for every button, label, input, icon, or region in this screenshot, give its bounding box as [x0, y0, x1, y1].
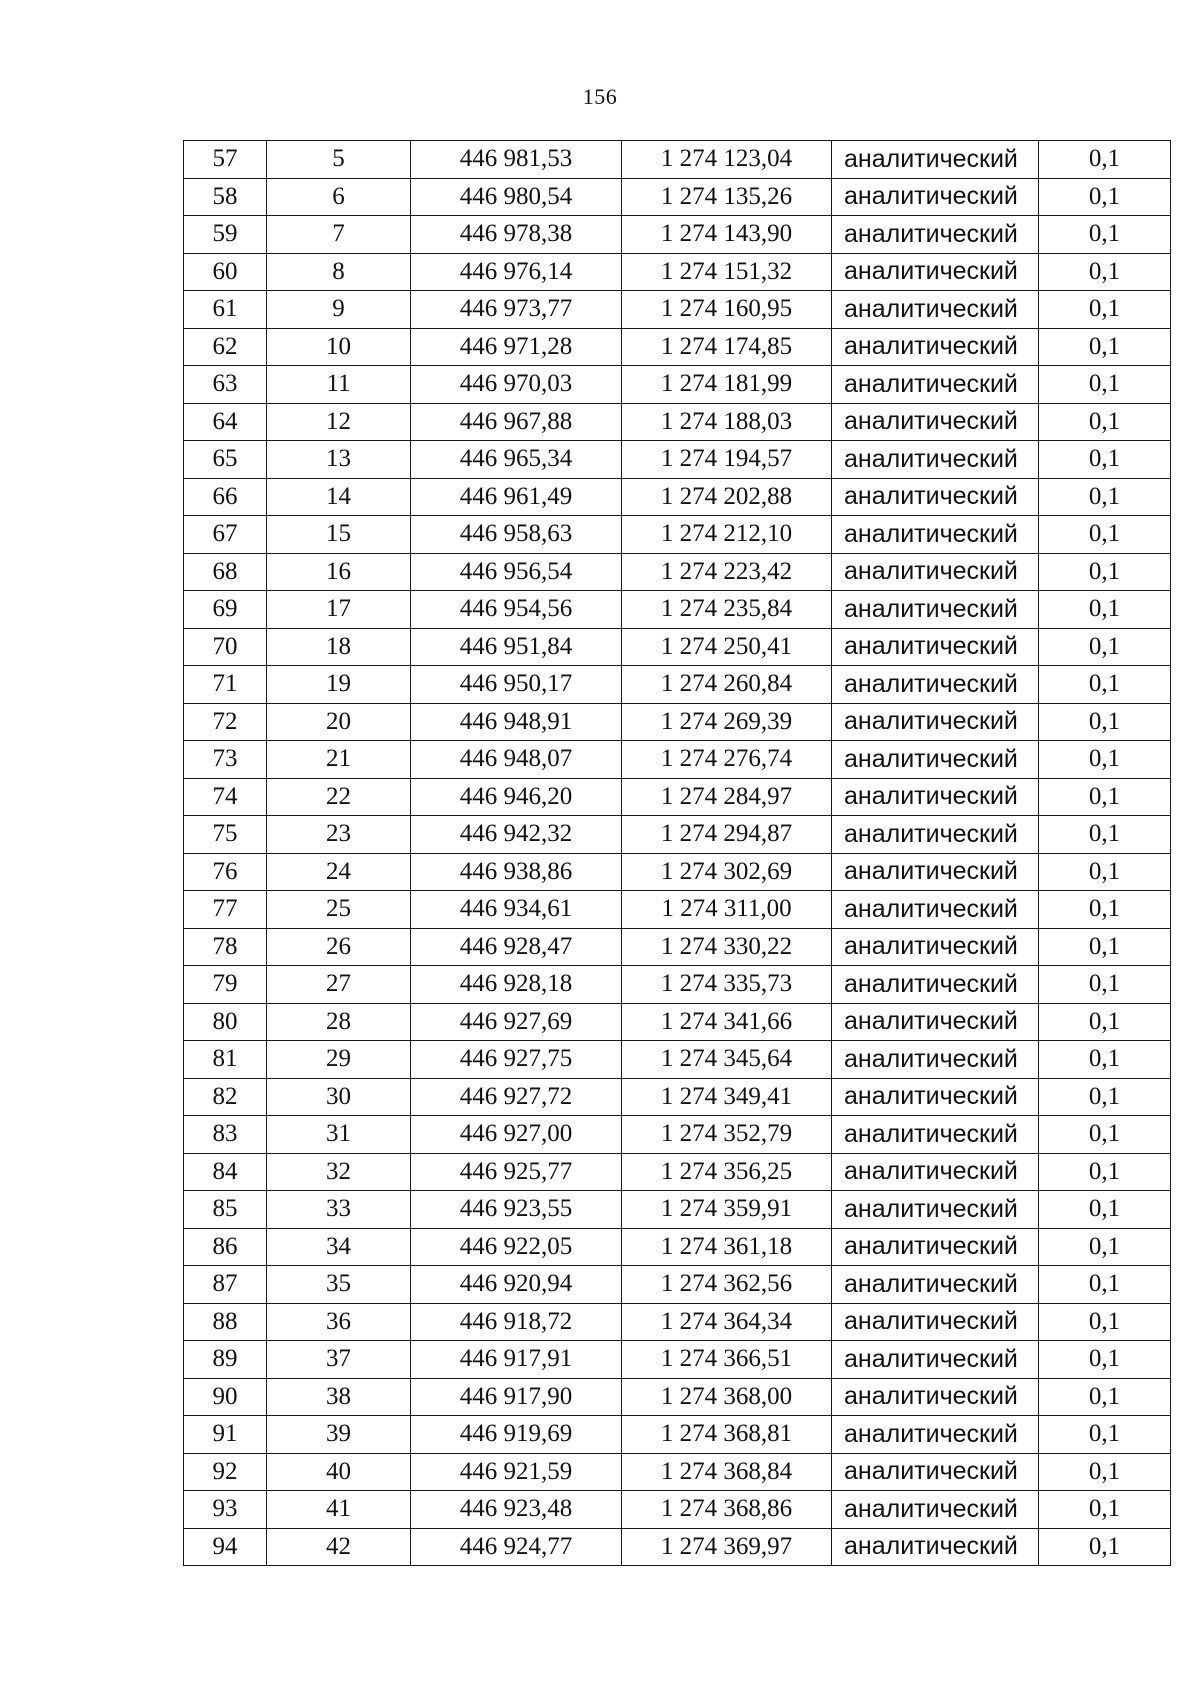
row-number-cell: 68: [184, 553, 267, 591]
y-coordinate-cell: 1 274 194,57: [622, 441, 832, 479]
method-cell: аналитический: [832, 478, 1039, 516]
y-coordinate-cell: 1 274 174,85: [622, 328, 832, 366]
table-row: [184, 1153, 1171, 1191]
point-number-cell: 40: [267, 1453, 411, 1491]
row-number-cell: 63: [184, 366, 267, 404]
table-row: [184, 366, 1171, 404]
point-number-cell: 31: [267, 1116, 411, 1154]
point-number-cell: 6: [267, 178, 411, 216]
table-row: [184, 1378, 1171, 1416]
y-coordinate-cell: 1 274 151,32: [622, 253, 832, 291]
x-coordinate-cell: 446 976,14: [411, 253, 622, 291]
point-number-cell: 14: [267, 478, 411, 516]
row-number-cell: 57: [184, 141, 267, 179]
y-coordinate-cell: 1 274 368,00: [622, 1378, 832, 1416]
point-number-cell: 25: [267, 891, 411, 929]
x-coordinate-cell: 446 927,72: [411, 1078, 622, 1116]
method-cell: аналитический: [832, 741, 1039, 779]
table-row: [184, 816, 1171, 854]
y-coordinate-cell: 1 274 294,87: [622, 816, 832, 854]
method-cell: аналитический: [832, 553, 1039, 591]
x-coordinate-cell: 446 942,32: [411, 816, 622, 854]
x-coordinate-cell: 446 920,94: [411, 1266, 622, 1304]
row-number-cell: 83: [184, 1116, 267, 1154]
y-coordinate-cell: 1 274 276,74: [622, 741, 832, 779]
y-coordinate-cell: 1 274 311,00: [622, 891, 832, 929]
x-coordinate-cell: 446 954,56: [411, 591, 622, 629]
point-number-cell: 39: [267, 1416, 411, 1454]
accuracy-cell: 0,1: [1039, 1491, 1171, 1529]
accuracy-cell: 0,1: [1039, 253, 1171, 291]
accuracy-cell: 0,1: [1039, 1341, 1171, 1379]
y-coordinate-cell: 1 274 284,97: [622, 778, 832, 816]
point-number-cell: 7: [267, 216, 411, 254]
accuracy-cell: 0,1: [1039, 703, 1171, 741]
y-coordinate-cell: 1 274 143,90: [622, 216, 832, 254]
row-number-cell: 66: [184, 478, 267, 516]
y-coordinate-cell: 1 274 123,04: [622, 141, 832, 179]
row-number-cell: 79: [184, 966, 267, 1004]
accuracy-cell: 0,1: [1039, 1303, 1171, 1341]
accuracy-cell: 0,1: [1039, 1191, 1171, 1229]
page-number: 156: [582, 84, 618, 109]
row-number-cell: 82: [184, 1078, 267, 1116]
x-coordinate-cell: 446 981,53: [411, 141, 622, 179]
point-number-cell: 5: [267, 141, 411, 179]
row-number-cell: 90: [184, 1378, 267, 1416]
table-row: [184, 178, 1171, 216]
point-number-cell: 20: [267, 703, 411, 741]
row-number-cell: 86: [184, 1228, 267, 1266]
table-row: [184, 1528, 1171, 1566]
x-coordinate-cell: 446 927,69: [411, 1003, 622, 1041]
table-row: [184, 928, 1171, 966]
table-row: [184, 1228, 1171, 1266]
y-coordinate-cell: 1 274 368,86: [622, 1491, 832, 1529]
method-cell: аналитический: [832, 516, 1039, 554]
method-cell: аналитический: [832, 328, 1039, 366]
accuracy-cell: 0,1: [1039, 403, 1171, 441]
point-number-cell: 24: [267, 853, 411, 891]
y-coordinate-cell: 1 274 269,39: [622, 703, 832, 741]
table-row: [184, 403, 1171, 441]
x-coordinate-cell: 446 917,90: [411, 1378, 622, 1416]
row-number-cell: 75: [184, 816, 267, 854]
point-number-cell: 23: [267, 816, 411, 854]
x-coordinate-cell: 446 970,03: [411, 366, 622, 404]
table-row: [184, 591, 1171, 629]
point-number-cell: 17: [267, 591, 411, 629]
y-coordinate-cell: 1 274 181,99: [622, 366, 832, 404]
x-coordinate-cell: 446 961,49: [411, 478, 622, 516]
method-cell: аналитический: [832, 1491, 1039, 1529]
x-coordinate-cell: 446 927,75: [411, 1041, 622, 1079]
x-coordinate-cell: 446 973,77: [411, 291, 622, 329]
row-number-cell: 76: [184, 853, 267, 891]
point-number-cell: 12: [267, 403, 411, 441]
point-number-cell: 11: [267, 366, 411, 404]
point-number-cell: 26: [267, 928, 411, 966]
point-number-cell: 19: [267, 666, 411, 704]
table-row: [184, 1266, 1171, 1304]
accuracy-cell: 0,1: [1039, 891, 1171, 929]
y-coordinate-cell: 1 274 368,81: [622, 1416, 832, 1454]
y-coordinate-cell: 1 274 235,84: [622, 591, 832, 629]
method-cell: аналитический: [832, 291, 1039, 329]
method-cell: аналитический: [832, 853, 1039, 891]
y-coordinate-cell: 1 274 341,66: [622, 1003, 832, 1041]
point-number-cell: 41: [267, 1491, 411, 1529]
table-row: [184, 628, 1171, 666]
table-row: [184, 741, 1171, 779]
method-cell: аналитический: [832, 891, 1039, 929]
method-cell: аналитический: [832, 441, 1039, 479]
x-coordinate-cell: 446 967,88: [411, 403, 622, 441]
method-cell: аналитический: [832, 1191, 1039, 1229]
row-number-cell: 87: [184, 1266, 267, 1304]
accuracy-cell: 0,1: [1039, 1003, 1171, 1041]
x-coordinate-cell: 446 921,59: [411, 1453, 622, 1491]
y-coordinate-cell: 1 274 212,10: [622, 516, 832, 554]
y-coordinate-cell: 1 274 359,91: [622, 1191, 832, 1229]
accuracy-cell: 0,1: [1039, 591, 1171, 629]
y-coordinate-cell: 1 274 260,84: [622, 666, 832, 704]
point-number-cell: 13: [267, 441, 411, 479]
accuracy-cell: 0,1: [1039, 1266, 1171, 1304]
accuracy-cell: 0,1: [1039, 291, 1171, 329]
row-number-cell: 71: [184, 666, 267, 704]
table-row: [184, 478, 1171, 516]
accuracy-cell: 0,1: [1039, 1453, 1171, 1491]
coordinates-table: [183, 140, 1171, 1566]
x-coordinate-cell: 446 922,05: [411, 1228, 622, 1266]
y-coordinate-cell: 1 274 160,95: [622, 291, 832, 329]
y-coordinate-cell: 1 274 366,51: [622, 1341, 832, 1379]
y-coordinate-cell: 1 274 188,03: [622, 403, 832, 441]
table-row: [184, 1041, 1171, 1079]
table-row: [184, 703, 1171, 741]
table-row: [184, 891, 1171, 929]
row-number-cell: 69: [184, 591, 267, 629]
table-row: [184, 966, 1171, 1004]
row-number-cell: 91: [184, 1416, 267, 1454]
y-coordinate-cell: 1 274 223,42: [622, 553, 832, 591]
point-number-cell: 32: [267, 1153, 411, 1191]
accuracy-cell: 0,1: [1039, 1153, 1171, 1191]
accuracy-cell: 0,1: [1039, 1078, 1171, 1116]
row-number-cell: 93: [184, 1491, 267, 1529]
y-coordinate-cell: 1 274 364,34: [622, 1303, 832, 1341]
x-coordinate-cell: 446 919,69: [411, 1416, 622, 1454]
table-row: [184, 1191, 1171, 1229]
y-coordinate-cell: 1 274 356,25: [622, 1153, 832, 1191]
y-coordinate-cell: 1 274 362,56: [622, 1266, 832, 1304]
y-coordinate-cell: 1 274 345,64: [622, 1041, 832, 1079]
accuracy-cell: 0,1: [1039, 1228, 1171, 1266]
method-cell: аналитический: [832, 403, 1039, 441]
accuracy-cell: 0,1: [1039, 441, 1171, 479]
accuracy-cell: 0,1: [1039, 216, 1171, 254]
row-number-cell: 80: [184, 1003, 267, 1041]
row-number-cell: 72: [184, 703, 267, 741]
method-cell: аналитический: [832, 1003, 1039, 1041]
table-row: [184, 1341, 1171, 1379]
row-number-cell: 73: [184, 741, 267, 779]
method-cell: аналитический: [832, 966, 1039, 1004]
row-number-cell: 67: [184, 516, 267, 554]
x-coordinate-cell: 446 948,91: [411, 703, 622, 741]
point-number-cell: 33: [267, 1191, 411, 1229]
y-coordinate-cell: 1 274 302,69: [622, 853, 832, 891]
coordinates-table-body: [184, 141, 1171, 1566]
x-coordinate-cell: 446 924,77: [411, 1528, 622, 1566]
table-row: [184, 291, 1171, 329]
point-number-cell: 42: [267, 1528, 411, 1566]
method-cell: аналитический: [832, 666, 1039, 704]
accuracy-cell: 0,1: [1039, 1041, 1171, 1079]
table-row: [184, 1116, 1171, 1154]
x-coordinate-cell: 446 956,54: [411, 553, 622, 591]
row-number-cell: 89: [184, 1341, 267, 1379]
method-cell: аналитический: [832, 1116, 1039, 1154]
method-cell: аналитический: [832, 628, 1039, 666]
row-number-cell: 59: [184, 216, 267, 254]
x-coordinate-cell: 446 925,77: [411, 1153, 622, 1191]
method-cell: аналитический: [832, 1153, 1039, 1191]
accuracy-cell: 0,1: [1039, 628, 1171, 666]
x-coordinate-cell: 446 928,47: [411, 928, 622, 966]
point-number-cell: 29: [267, 1041, 411, 1079]
x-coordinate-cell: 446 971,28: [411, 328, 622, 366]
row-number-cell: 64: [184, 403, 267, 441]
method-cell: аналитический: [832, 1341, 1039, 1379]
row-number-cell: 70: [184, 628, 267, 666]
table-row: [184, 666, 1171, 704]
table-row: [184, 216, 1171, 254]
row-number-cell: 92: [184, 1453, 267, 1491]
table-row: [184, 1003, 1171, 1041]
x-coordinate-cell: 446 980,54: [411, 178, 622, 216]
point-number-cell: 38: [267, 1378, 411, 1416]
x-coordinate-cell: 446 958,63: [411, 516, 622, 554]
accuracy-cell: 0,1: [1039, 478, 1171, 516]
x-coordinate-cell: 446 950,17: [411, 666, 622, 704]
method-cell: аналитический: [832, 1416, 1039, 1454]
y-coordinate-cell: 1 274 368,84: [622, 1453, 832, 1491]
table-row: [184, 1491, 1171, 1529]
point-number-cell: 22: [267, 778, 411, 816]
row-number-cell: 74: [184, 778, 267, 816]
accuracy-cell: 0,1: [1039, 1416, 1171, 1454]
y-coordinate-cell: 1 274 335,73: [622, 966, 832, 1004]
point-number-cell: 27: [267, 966, 411, 1004]
point-number-cell: 28: [267, 1003, 411, 1041]
x-coordinate-cell: 446 917,91: [411, 1341, 622, 1379]
row-number-cell: 65: [184, 441, 267, 479]
table-row: [184, 853, 1171, 891]
accuracy-cell: 0,1: [1039, 966, 1171, 1004]
accuracy-cell: 0,1: [1039, 1378, 1171, 1416]
accuracy-cell: 0,1: [1039, 741, 1171, 779]
method-cell: аналитический: [832, 141, 1039, 179]
accuracy-cell: 0,1: [1039, 853, 1171, 891]
point-number-cell: 37: [267, 1341, 411, 1379]
y-coordinate-cell: 1 274 369,97: [622, 1528, 832, 1566]
y-coordinate-cell: 1 274 330,22: [622, 928, 832, 966]
method-cell: аналитический: [832, 928, 1039, 966]
x-coordinate-cell: 446 965,34: [411, 441, 622, 479]
accuracy-cell: 0,1: [1039, 516, 1171, 554]
x-coordinate-cell: 446 948,07: [411, 741, 622, 779]
table-row: [184, 553, 1171, 591]
point-number-cell: 16: [267, 553, 411, 591]
table-row: [184, 141, 1171, 179]
method-cell: аналитический: [832, 1378, 1039, 1416]
x-coordinate-cell: 446 946,20: [411, 778, 622, 816]
x-coordinate-cell: 446 923,48: [411, 1491, 622, 1529]
y-coordinate-cell: 1 274 135,26: [622, 178, 832, 216]
point-number-cell: 34: [267, 1228, 411, 1266]
y-coordinate-cell: 1 274 349,41: [622, 1078, 832, 1116]
accuracy-cell: 0,1: [1039, 666, 1171, 704]
y-coordinate-cell: 1 274 250,41: [622, 628, 832, 666]
method-cell: аналитический: [832, 703, 1039, 741]
x-coordinate-cell: 446 928,18: [411, 966, 622, 1004]
row-number-cell: 88: [184, 1303, 267, 1341]
accuracy-cell: 0,1: [1039, 178, 1171, 216]
y-coordinate-cell: 1 274 352,79: [622, 1116, 832, 1154]
accuracy-cell: 0,1: [1039, 366, 1171, 404]
point-number-cell: 30: [267, 1078, 411, 1116]
method-cell: аналитический: [832, 1266, 1039, 1304]
row-number-cell: 77: [184, 891, 267, 929]
method-cell: аналитический: [832, 1078, 1039, 1116]
accuracy-cell: 0,1: [1039, 553, 1171, 591]
method-cell: аналитический: [832, 816, 1039, 854]
x-coordinate-cell: 446 927,00: [411, 1116, 622, 1154]
point-number-cell: 10: [267, 328, 411, 366]
point-number-cell: 21: [267, 741, 411, 779]
method-cell: аналитический: [832, 778, 1039, 816]
method-cell: аналитический: [832, 1453, 1039, 1491]
row-number-cell: 84: [184, 1153, 267, 1191]
row-number-cell: 58: [184, 178, 267, 216]
method-cell: аналитический: [832, 1528, 1039, 1566]
accuracy-cell: 0,1: [1039, 816, 1171, 854]
table-row: [184, 1453, 1171, 1491]
row-number-cell: 85: [184, 1191, 267, 1229]
table-row: [184, 778, 1171, 816]
method-cell: аналитический: [832, 1228, 1039, 1266]
table-row: [184, 1303, 1171, 1341]
accuracy-cell: 0,1: [1039, 928, 1171, 966]
accuracy-cell: 0,1: [1039, 1116, 1171, 1154]
table-row: [184, 253, 1171, 291]
method-cell: аналитический: [832, 216, 1039, 254]
y-coordinate-cell: 1 274 202,88: [622, 478, 832, 516]
accuracy-cell: 0,1: [1039, 328, 1171, 366]
method-cell: аналитический: [832, 1303, 1039, 1341]
method-cell: аналитический: [832, 591, 1039, 629]
x-coordinate-cell: 446 938,86: [411, 853, 622, 891]
accuracy-cell: 0,1: [1039, 141, 1171, 179]
x-coordinate-cell: 446 918,72: [411, 1303, 622, 1341]
point-number-cell: 8: [267, 253, 411, 291]
method-cell: аналитический: [832, 366, 1039, 404]
y-coordinate-cell: 1 274 361,18: [622, 1228, 832, 1266]
point-number-cell: 15: [267, 516, 411, 554]
table-row: [184, 328, 1171, 366]
point-number-cell: 36: [267, 1303, 411, 1341]
row-number-cell: 60: [184, 253, 267, 291]
method-cell: аналитический: [832, 253, 1039, 291]
table-row: [184, 1416, 1171, 1454]
row-number-cell: 61: [184, 291, 267, 329]
accuracy-cell: 0,1: [1039, 778, 1171, 816]
x-coordinate-cell: 446 951,84: [411, 628, 622, 666]
method-cell: аналитический: [832, 178, 1039, 216]
row-number-cell: 81: [184, 1041, 267, 1079]
row-number-cell: 62: [184, 328, 267, 366]
point-number-cell: 35: [267, 1266, 411, 1304]
method-cell: аналитический: [832, 1041, 1039, 1079]
row-number-cell: 94: [184, 1528, 267, 1566]
x-coordinate-cell: 446 934,61: [411, 891, 622, 929]
x-coordinate-cell: 446 978,38: [411, 216, 622, 254]
table-row: [184, 441, 1171, 479]
accuracy-cell: 0,1: [1039, 1528, 1171, 1566]
table-row: [184, 516, 1171, 554]
row-number-cell: 78: [184, 928, 267, 966]
x-coordinate-cell: 446 923,55: [411, 1191, 622, 1229]
table-row: [184, 1078, 1171, 1116]
point-number-cell: 18: [267, 628, 411, 666]
point-number-cell: 9: [267, 291, 411, 329]
